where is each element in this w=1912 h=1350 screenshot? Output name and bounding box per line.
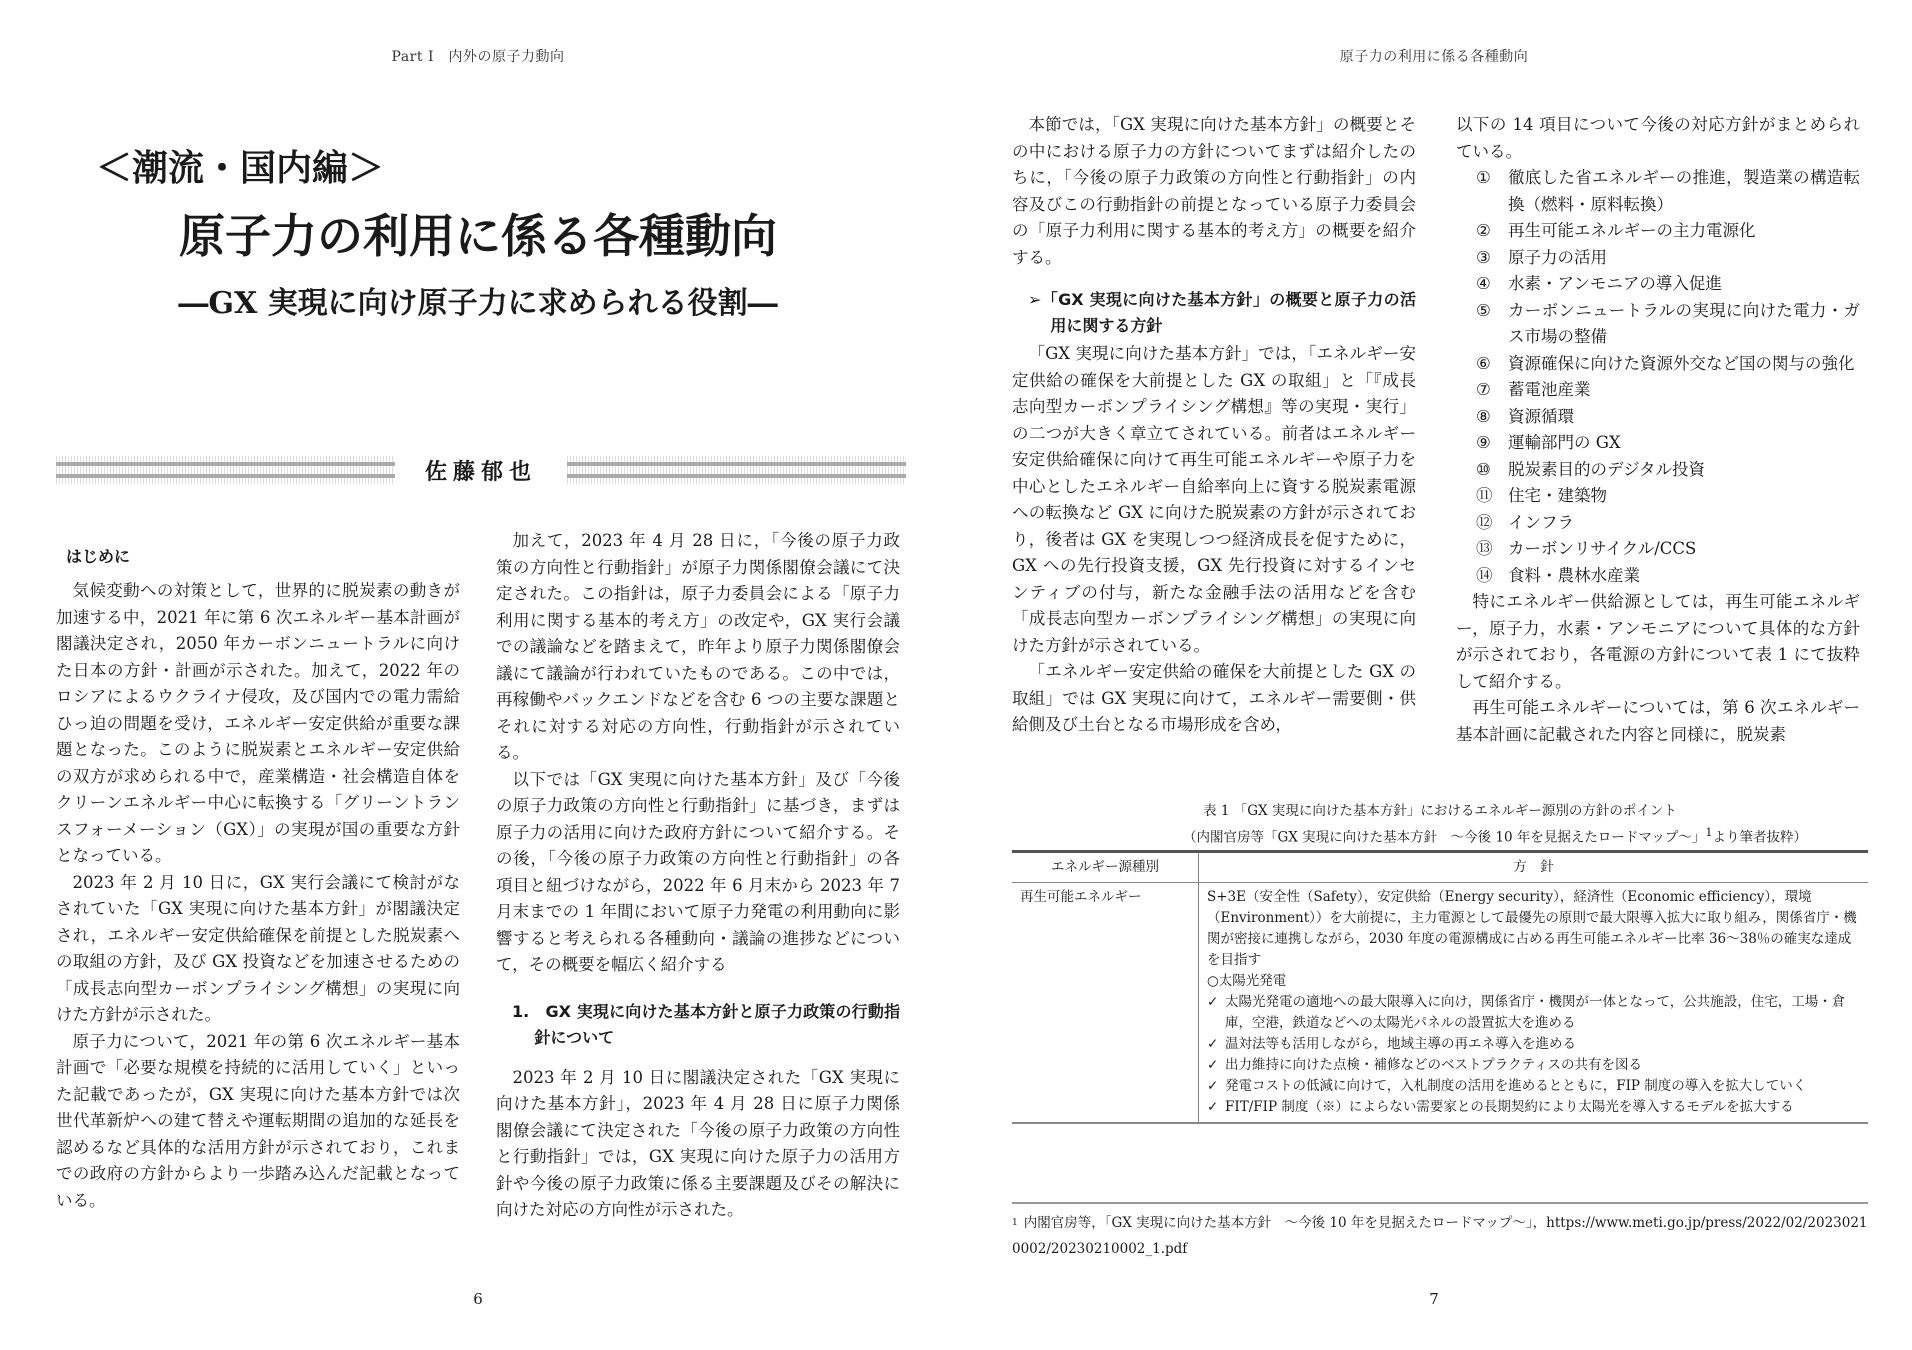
paragraph: 加えて，2023 年 4 月 28 日に，「今後の原子力政策の方向性と行動指針」が原子力関係閣僚会議にて決定された。この指針は，原子力委員会による「原子力利用に関する基本的考え方」の改定や，GX 実行会議での議論などを踏まえて，昨年より原子力関係閣僚会議にて議論が行われていたものである。この中では，再稼働やバックエンドなどを含む 6 つの主要な課題とそれに対する対応の方向性，行動指針が示されている。 bbox=[496, 531, 901, 762]
decorative-band-left bbox=[56, 456, 395, 484]
policy-subheading: ○太陽光発電 bbox=[1207, 973, 1287, 989]
footnote-text: 内閣官房等，「GX 実現に向けた基本方針 ～今後 10 年を見据えたロードマップ～」，https://www.meti.go.jp/press/2022/02/20230210002/20230210002_1.pdf bbox=[1012, 1215, 1868, 1257]
paragraph: 再生可能エネルギーについては，第 6 次エネルギー基本計画に記載された内容と同様に，脱炭素 bbox=[1456, 698, 1860, 744]
check-item bbox=[1207, 1055, 1860, 1076]
table-caption-line1: 表 1 「GX 実現に向けた基本方針」におけるエネルギー源別の方針のポイント bbox=[1203, 803, 1677, 819]
list-item bbox=[1456, 510, 1860, 537]
check-item-text: FIT/FIP 制度（※）によらない需要家との長期契約により太陽光を導入するモデルを拡大する bbox=[1225, 1099, 1794, 1115]
series-label: ＜潮流・国内編＞ bbox=[96, 148, 385, 189]
list-item-number: ⑥ bbox=[1476, 353, 1491, 373]
author-band bbox=[56, 455, 906, 485]
right-page bbox=[956, 0, 1912, 1350]
paragraph: 原子力について，2021 年の第 6 次エネルギー基本計画で「必要な規模を持続的に活用していく」といった記載であったが，GX 実現に向けた基本方針では次世代革新炉への建て替えや運転期間の追加的な延長を認めるなど具体的な活用方針が示されており，これまでの政府の方針からより一歩踏み込んだ記載となっている。 bbox=[56, 1031, 460, 1210]
check-icon: ✓ bbox=[1207, 1057, 1219, 1073]
author-name: 佐藤郁也 bbox=[425, 458, 538, 485]
list-item-text: 再生可能エネルギーの主力電源化 bbox=[1508, 221, 1756, 240]
list-item-text: 食料・農林水産業 bbox=[1508, 565, 1640, 585]
check-item bbox=[1207, 992, 1860, 1034]
list-item-number: ② bbox=[1476, 221, 1491, 240]
running-head-left: Part Ⅰ 内外の原子力動向 bbox=[391, 49, 565, 65]
left-column-1 bbox=[56, 544, 460, 1214]
list-item-text: カーボンリサイクル/CCS bbox=[1508, 539, 1697, 558]
list-item-text: 脱炭素目的のデジタル投資 bbox=[1508, 459, 1706, 479]
list-item bbox=[1456, 483, 1860, 510]
list-item bbox=[1456, 271, 1860, 298]
check-item-text: 太陽光発電の適地への最大限導入に向け，関係省庁・機関が一体となって，公共施設，住宅，工場・倉庫，空港，鉄道などへの太陽光パネルの設置拡大を進める bbox=[1225, 994, 1846, 1031]
list-item bbox=[1456, 430, 1860, 457]
right-column-1 bbox=[1012, 112, 1416, 739]
check-item-text: 温対法等も活用しながら，地域主導の再エネ導入を進める bbox=[1225, 1036, 1576, 1052]
table-row bbox=[1012, 883, 1868, 1124]
list-item-number: ① bbox=[1476, 168, 1491, 187]
list-item bbox=[1456, 351, 1860, 378]
paragraph: 2023 年 2 月 10 日に，GX 実行会議にて検討がなされていた「GX 実現に向けた基本方針」が閣議決定され，エネルギー安定供給確保を前提とした脱炭素への取組の方針，及び GX 投資などを加速させるための「成長志向型カーボンプライシング構想」の実現に向けた方針が示された。 bbox=[56, 872, 460, 1024]
table-caption-source-end: より筆者抜粋） bbox=[1712, 829, 1808, 846]
table-caption bbox=[1012, 800, 1868, 849]
page-number-right: 7 bbox=[1429, 1290, 1439, 1308]
list-item bbox=[1456, 218, 1860, 245]
list-item-text: 徹底した省エネルギーの推進，製造業の構造転換（燃料・原料転換） bbox=[1508, 168, 1860, 214]
running-head-right: 原子力の利用に係る各種動向 bbox=[1339, 49, 1529, 65]
policy-item-list bbox=[1456, 165, 1860, 589]
check-icon: ✓ bbox=[1207, 994, 1219, 1010]
list-item-text: 運輸部門の GX bbox=[1508, 433, 1621, 452]
list-item-number: ⑬ bbox=[1476, 539, 1493, 558]
list-item-text: インフラ bbox=[1508, 512, 1574, 532]
paragraph: 「エネルギー安定供給の確保を大前提とした GX の取組」では GX 実現に向けて，エネルギー需要側・供給側及び土台となる市場形成を含め， bbox=[1012, 662, 1416, 734]
list-item-number: ⑤ bbox=[1476, 300, 1491, 320]
list-item-text: 原子力の活用 bbox=[1508, 247, 1607, 267]
table-header-energy-type: エネルギー源種別 bbox=[1012, 852, 1199, 883]
list-item-number: ⑦ bbox=[1476, 380, 1491, 399]
list-item-number: ⑫ bbox=[1476, 512, 1493, 532]
paragraph: 特にエネルギー供給源としては，再生可能エネルギー，原子力，水素・アンモニアについて具体的な方針が示されており，各電源の方針について表 1 にて抜粋して紹介する。 bbox=[1456, 592, 1860, 691]
check-item bbox=[1207, 1034, 1860, 1055]
list-item-text: カーボンニュートラルの実現に向けた電力・ガス市場の整備 bbox=[1508, 300, 1860, 346]
list-item bbox=[1456, 457, 1860, 484]
energy-policy-table bbox=[1012, 850, 1868, 1124]
intro-heading: はじめに bbox=[66, 547, 131, 566]
list-item-number: ④ bbox=[1476, 274, 1491, 293]
list-item bbox=[1456, 563, 1860, 590]
list-item-number: ⑪ bbox=[1476, 486, 1493, 505]
check-icon: ✓ bbox=[1207, 1036, 1219, 1052]
list-item-text: 資源循環 bbox=[1508, 406, 1574, 426]
list-item-number: ⑩ bbox=[1476, 459, 1491, 479]
check-item-text: 発電コストの低減に向けて，入札制度の活用を進めるとともに，FIP 制度の導入を拡大していく bbox=[1225, 1078, 1807, 1094]
check-icon: ✓ bbox=[1207, 1078, 1219, 1094]
section-1-heading: 1. GX 実現に向けた基本方針と原子力政策の行動指針について bbox=[512, 1001, 900, 1047]
list-item bbox=[1456, 245, 1860, 272]
footnote-mark: 1 bbox=[1012, 1218, 1018, 1228]
list-item-text: 蓄電池産業 bbox=[1508, 380, 1591, 399]
list-item bbox=[1456, 377, 1860, 404]
table-header-policy: 方 針 bbox=[1199, 852, 1869, 883]
paragraph: 2023 年 2 月 10 日に閣議決定された「GX 実現に向けた基本方針」，2023 年 4 月 28 日に原子力関係閣僚会議にて決定された「今後の原子力政策の方向性と行動指針」では，GX 実現に向けた原子力の活用方針や今後の原子力政策に係る主要課題及びその解決に向けた対応の方向性が示された。 bbox=[496, 1067, 900, 1219]
check-item-text: 出力維持に向けた点検・補修などのベストプラクティスの共有を図る bbox=[1225, 1057, 1643, 1073]
list-item bbox=[1456, 165, 1860, 218]
paragraph: 以下の 14 項目について今後の対応方針がまとめられている。 bbox=[1456, 115, 1860, 161]
check-item bbox=[1207, 1076, 1860, 1097]
table-caption-source: （内閣官房等「GX 実現に向けた基本方針 ～今後 10 年を見据えたロードマップ～」 bbox=[1182, 829, 1706, 846]
decorative-band-right bbox=[567, 456, 906, 484]
check-item bbox=[1207, 1097, 1860, 1118]
list-item-text: 水素・アンモニアの導入促進 bbox=[1508, 274, 1722, 293]
right-column-2 bbox=[1456, 112, 1860, 748]
footnote-ref: 1 bbox=[1705, 826, 1713, 839]
list-item-number: ⑨ bbox=[1476, 433, 1491, 452]
list-item-number: ③ bbox=[1476, 247, 1491, 267]
paragraph: 「GX 実現に向けた基本方針」では，「エネルギー安定供給の確保を大前提とした GX の取組」と「『成長志向型カーボンプライシング構想』等の実現・実行」の二つが大きく章立てされている。前者はエネルギー安定供給確保に向けて再生可能エネルギーや原子力を中心としたエネルギー自給率向上に資する脱炭素電源への転換など GX に向けた脱炭素の方針が示されており，後者は GX を実現しつつ経済成長を促すために，GX への先行投資支援，GX 先行投資に対するインセンティブの付与，新たな金融手法の活用などを含む「成長志向型カーボンプライシング構想」の実現に向けた方針が示されている。 bbox=[1012, 344, 1416, 655]
table-cell-policy bbox=[1199, 883, 1869, 1124]
list-item-number: ⑭ bbox=[1476, 565, 1493, 585]
table-caption-line2 bbox=[1012, 822, 1868, 849]
list-item bbox=[1456, 404, 1860, 431]
table-header-row bbox=[1012, 852, 1868, 883]
left-column-2 bbox=[496, 528, 900, 1224]
paragraph: 気候変動への対策として，世界的に脱炭素の動きが加速する中，2021 年に第 6 次エネルギー基本計画が閣議決定され，2050 年カーボンニュートラルに向けた日本の方針・計画が示された。加えて，2022 年のロシアによるウクライナ侵攻，及び国内での電力需給ひっ迫の問題を受け，エネルギー安定供給が重要な課題となった。このように脱炭素とエネルギー安定供給の双方が求められる中で，産業構造・社会構造自体をクリーンエネルギー中心に転換する「グリーントランスフォーメーション（GX）」の実現が国の重要な方針となっている。 bbox=[56, 581, 460, 865]
list-item-text: 住宅・建築物 bbox=[1508, 486, 1607, 505]
paragraph: 以下では「GX 実現に向けた基本方針」及び「今後の原子力政策の方向性と行動指針」に基づき，まずは原子力の活用に向けた政府方針について紹介する。その後，「今後の原子力政策の方向性と行動指針」の各項目と紐づけながら，2022 年 6 月末から 2023 年 7 月末までの 1 年間において原子力発電の利用動向に影響すると考えられる各種動向・議論の進捗などについて，その概要を幅広く紹介する bbox=[496, 769, 900, 974]
policy-main-text: S+3E（安全性（Safety），安定供給（Energy security），経済性（Economic efficiency），環境（Environment））を大前提に，主力電源として最優先の原則で最大限導入拡大に取り組み，関係省庁・機関が密接に連携しながら，2030 年度の電源構成に占める再生可能エネルギー比率 36～38％の確実な達成を目指す bbox=[1207, 889, 1857, 968]
article-subtitle: ―GX 実現に向け原子力に求められる役割― bbox=[178, 286, 778, 321]
paragraph: 本節では，「GX 実現に向けた基本方針」の概要とその中における原子力の方針についてまずは紹介したのちに，「今後の原子力政策の方向性と行動指針」の内容及びこの行動指針の前提となっている原子力委員会の「原子力利用に関する基本的考え方」の概要を紹介する。 bbox=[1012, 115, 1416, 267]
table-cell-energy-type: 再生可能エネルギー bbox=[1012, 883, 1199, 1124]
page-number-left: 6 bbox=[473, 1290, 483, 1308]
list-item bbox=[1456, 536, 1860, 563]
check-icon: ✓ bbox=[1207, 1099, 1219, 1115]
article-title: 原子力の利用に係る各種動向 bbox=[179, 209, 777, 263]
footnote bbox=[1012, 1202, 1868, 1262]
policy-check-list bbox=[1207, 992, 1860, 1118]
list-item-text: 資源確保に向けた資源外交など国の関与の強化 bbox=[1508, 353, 1855, 373]
list-item-number: ⑧ bbox=[1476, 406, 1491, 426]
subsection-heading: ➢「GX 実現に向けた基本方針」の概要と原子力の活用に関する方針 bbox=[1028, 290, 1416, 335]
list-item bbox=[1456, 298, 1860, 351]
